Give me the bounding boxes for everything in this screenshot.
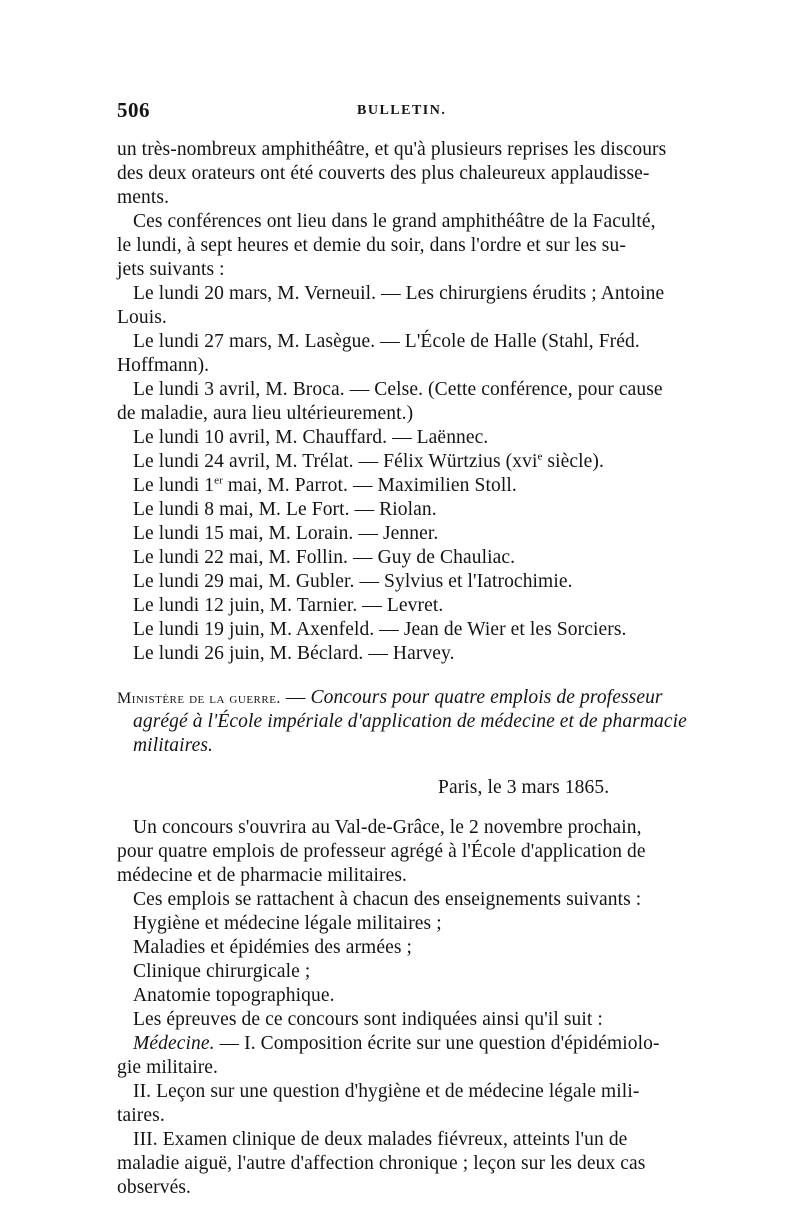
body-line: II. Leçon sur une question d'hygiène et de médecine légale mili-: [133, 1081, 640, 1102]
conference-entry: Le lundi 20 mars, M. Verneuil. — Les chirurgiens érudits ; Antoine: [133, 283, 665, 304]
text-line: jets suivants :: [117, 259, 225, 280]
ministry-title-continued: militaires.: [133, 735, 214, 756]
body-line: III. Examen clinique de deux malades fiévreux, atteints l'un de: [133, 1129, 628, 1150]
conference-entry: [133, 450, 604, 474]
dateline: Paris, le 3 mars 1865.: [438, 777, 610, 798]
body-line: maladie aiguë, l'autre d'affection chronique ; leçon sur les deux cas: [117, 1153, 646, 1174]
body-line: [133, 1032, 660, 1056]
body-line: médecine et de pharmacie militaires.: [117, 865, 408, 886]
conference-entry: Le lundi 29 mai, M. Gubler. — Sylvius et l'Iatrochimie.: [133, 571, 573, 592]
text-line: le lundi, à sept heures et demie du soir, dans l'ordre et sur les su-: [117, 235, 626, 256]
text-line: un très-nombreux amphithéâtre, et qu'à plusieurs reprises les discours: [117, 139, 667, 160]
text-line: Ces conférences ont lieu dans le grand amphithéâtre de la Faculté,: [133, 211, 656, 232]
superscript: e: [537, 450, 543, 463]
ministry-heading: [117, 686, 663, 711]
heading-dash: —: [280, 687, 311, 708]
conference-entry: Le lundi 10 avril, M. Chauffard. — Laënnec.: [133, 427, 489, 448]
conference-entry: Le lundi 3 avril, M. Broca. — Celse. (Cette conférence, pour cause: [133, 379, 663, 400]
body-line: Les épreuves de ce concours sont indiquées ainsi qu'il suit :: [133, 1009, 603, 1030]
conference-entry-continued: de maladie, aura lieu ultérieurement.): [117, 403, 414, 424]
conference-entry: Le lundi 19 juin, M. Axenfeld. — Jean de Wier et les Sorciers.: [133, 619, 627, 640]
conference-entry: Le lundi 15 mai, M. Lorain. — Jenner.: [133, 523, 439, 544]
ministry-label: Ministère de la guerre.: [117, 690, 281, 707]
list-item: Anatomie topographique.: [133, 985, 335, 1006]
conference-entry: Le lundi 22 mai, M. Follin. — Guy de Chauliac.: [133, 547, 516, 568]
ministry-title-continued: agrégé à l'École impériale d'application de médecine et de pharmacie: [133, 711, 687, 732]
text-line: ments.: [117, 187, 170, 208]
entry-text: mai, M. Parrot. — Maximilien Stoll.: [222, 475, 517, 496]
conference-entry-continued: Louis.: [117, 307, 167, 328]
entry-text: Le lundi 24 avril, M. Trélat. — Félix Würtzius (xvi: [133, 451, 538, 472]
conference-entry: Le lundi 8 mai, M. Le Fort. — Riolan.: [133, 499, 437, 520]
text-line: des deux orateurs ont été couverts des plus chaleureux applaudisse-: [117, 163, 650, 184]
page-number: 506: [117, 98, 150, 122]
body-line: Un concours s'ouvrira au Val-de-Grâce, le 2 novembre prochain,: [133, 817, 642, 838]
section-label: Médecine.: [133, 1033, 215, 1054]
conference-entry: Le lundi 12 juin, M. Tarnier. — Levret.: [133, 595, 444, 616]
conference-entry-continued: Hoffmann).: [117, 355, 210, 376]
running-title: BULLETIN.: [357, 103, 447, 118]
entry-text: siècle).: [542, 451, 604, 472]
superscript: er: [214, 474, 223, 487]
body-line: gie militaire.: [117, 1057, 219, 1078]
body-text: — I. Composition écrite sur une question d'épidémiolo-: [214, 1033, 660, 1054]
list-item: Maladies et épidémies des armées ;: [133, 937, 413, 958]
list-item: Hygiène et médecine légale militaires ;: [133, 913, 442, 934]
conference-entry: [133, 474, 517, 498]
body-line: taires.: [117, 1105, 165, 1126]
body-line: observés.: [117, 1177, 192, 1198]
list-item: Clinique chirurgicale ;: [133, 961, 311, 982]
entry-text: Le lundi 1: [133, 475, 215, 496]
conference-entry: Le lundi 27 mars, M. Lasègue. — L'École de Halle (Stahl, Fréd.: [133, 331, 640, 352]
body-line: Ces emplois se rattachent à chacun des enseignements suivants :: [133, 889, 642, 910]
body-line: pour quatre emplois de professeur agrégé à l'École d'application de: [117, 841, 646, 862]
conference-entry: Le lundi 26 juin, M. Béclard. — Harvey.: [133, 643, 455, 664]
ministry-title: Concours pour quatre emplois de professeur: [310, 687, 663, 708]
